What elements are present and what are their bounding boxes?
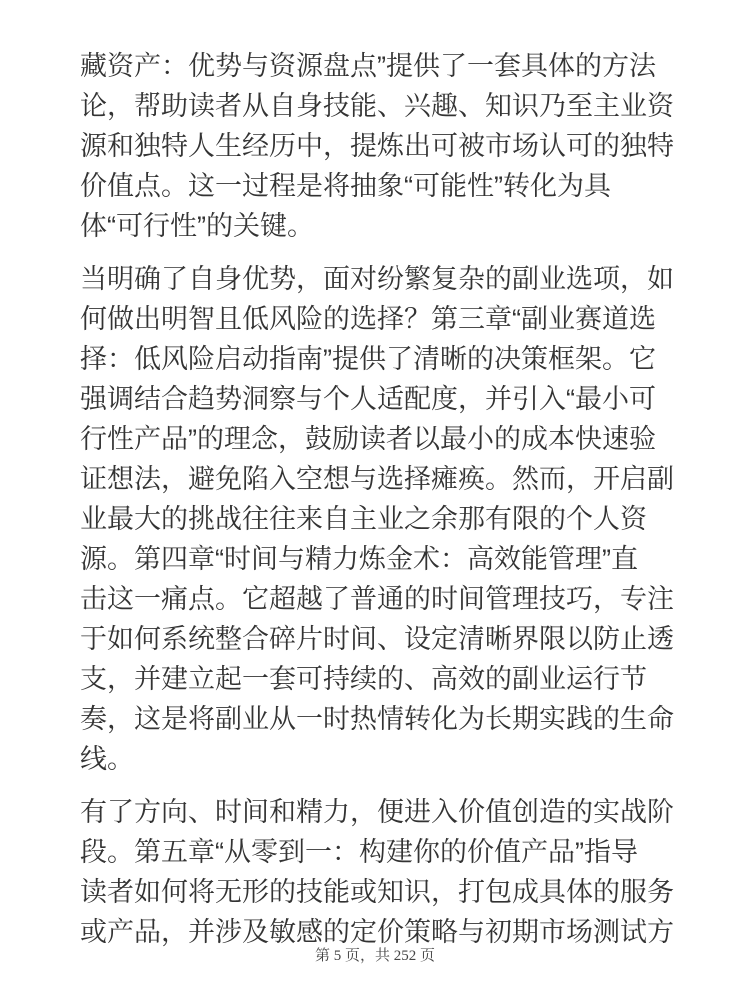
text-line: 于如何系统整合碎片时间、设定清晰界限以防止透 (80, 624, 674, 654)
document-body (80, 46, 690, 965)
text-line: 业最大的挑战往往来自主业之余那有限的个人资 (80, 504, 647, 534)
text-line: 源和独特人生经历中，提炼出可被市场认可的独特 (80, 131, 674, 161)
text-line: 价值点。这一过程是将抽象“可能性”转化为具 (80, 171, 611, 201)
page-footer (0, 944, 750, 965)
text-line: 读者如何将无形的技能或知识，打包成具体的服务 (80, 877, 674, 907)
paragraph (80, 259, 690, 779)
text-line: 强调结合趋势洞察与个人适配度，并引入“最小可 (80, 384, 656, 414)
text-line: 或产品，并涉及敏感的定价策略与初期市场测试方 (80, 917, 674, 947)
text-line: 支，并建立起一套可持续的、高效的副业运行节 (80, 664, 647, 694)
text-line: 当明确了自身优势，面对纷繁复杂的副业选项，如 (80, 264, 674, 294)
paragraph (80, 792, 690, 952)
text-line: 源。第四章“时间与精力炼金术：高效能管理”直 (80, 544, 638, 574)
text-line: 藏资产：优势与资源盘点”提供了一套具体的方法 (80, 51, 656, 81)
text-line: 体“可行性”的关键。 (80, 211, 314, 241)
text-line: 奏，这是将副业从一时热情转化为长期实践的生命 (80, 704, 674, 734)
text-line: 有了方向、时间和精力，便进入价值创造的实战阶 (80, 797, 674, 827)
text-line: 择：低风险启动指南”提供了清晰的决策框架。它 (80, 344, 656, 374)
text-line: 证想法，避免陷入空想与选择瘫痪。然而，开启副 (80, 464, 674, 494)
text-line: 段。第五章“从零到一：构建你的价值产品”指导 (80, 837, 638, 867)
page-indicator: 第 5 页，共 252 页 (314, 948, 435, 964)
text-line: 击这一痛点。它超越了普通的时间管理技巧，专注 (80, 584, 674, 614)
text-line: 行性产品”的理念，鼓励读者以最小的成本快速验 (80, 424, 656, 454)
text-line: 何做出明智且低风险的选择？第三章“副业赛道选 (80, 304, 656, 334)
text-line: 论，帮助读者从自身技能、兴趣、知识乃至主业资 (80, 91, 674, 121)
paragraph (80, 46, 690, 246)
text-line: 线。 (80, 744, 134, 774)
